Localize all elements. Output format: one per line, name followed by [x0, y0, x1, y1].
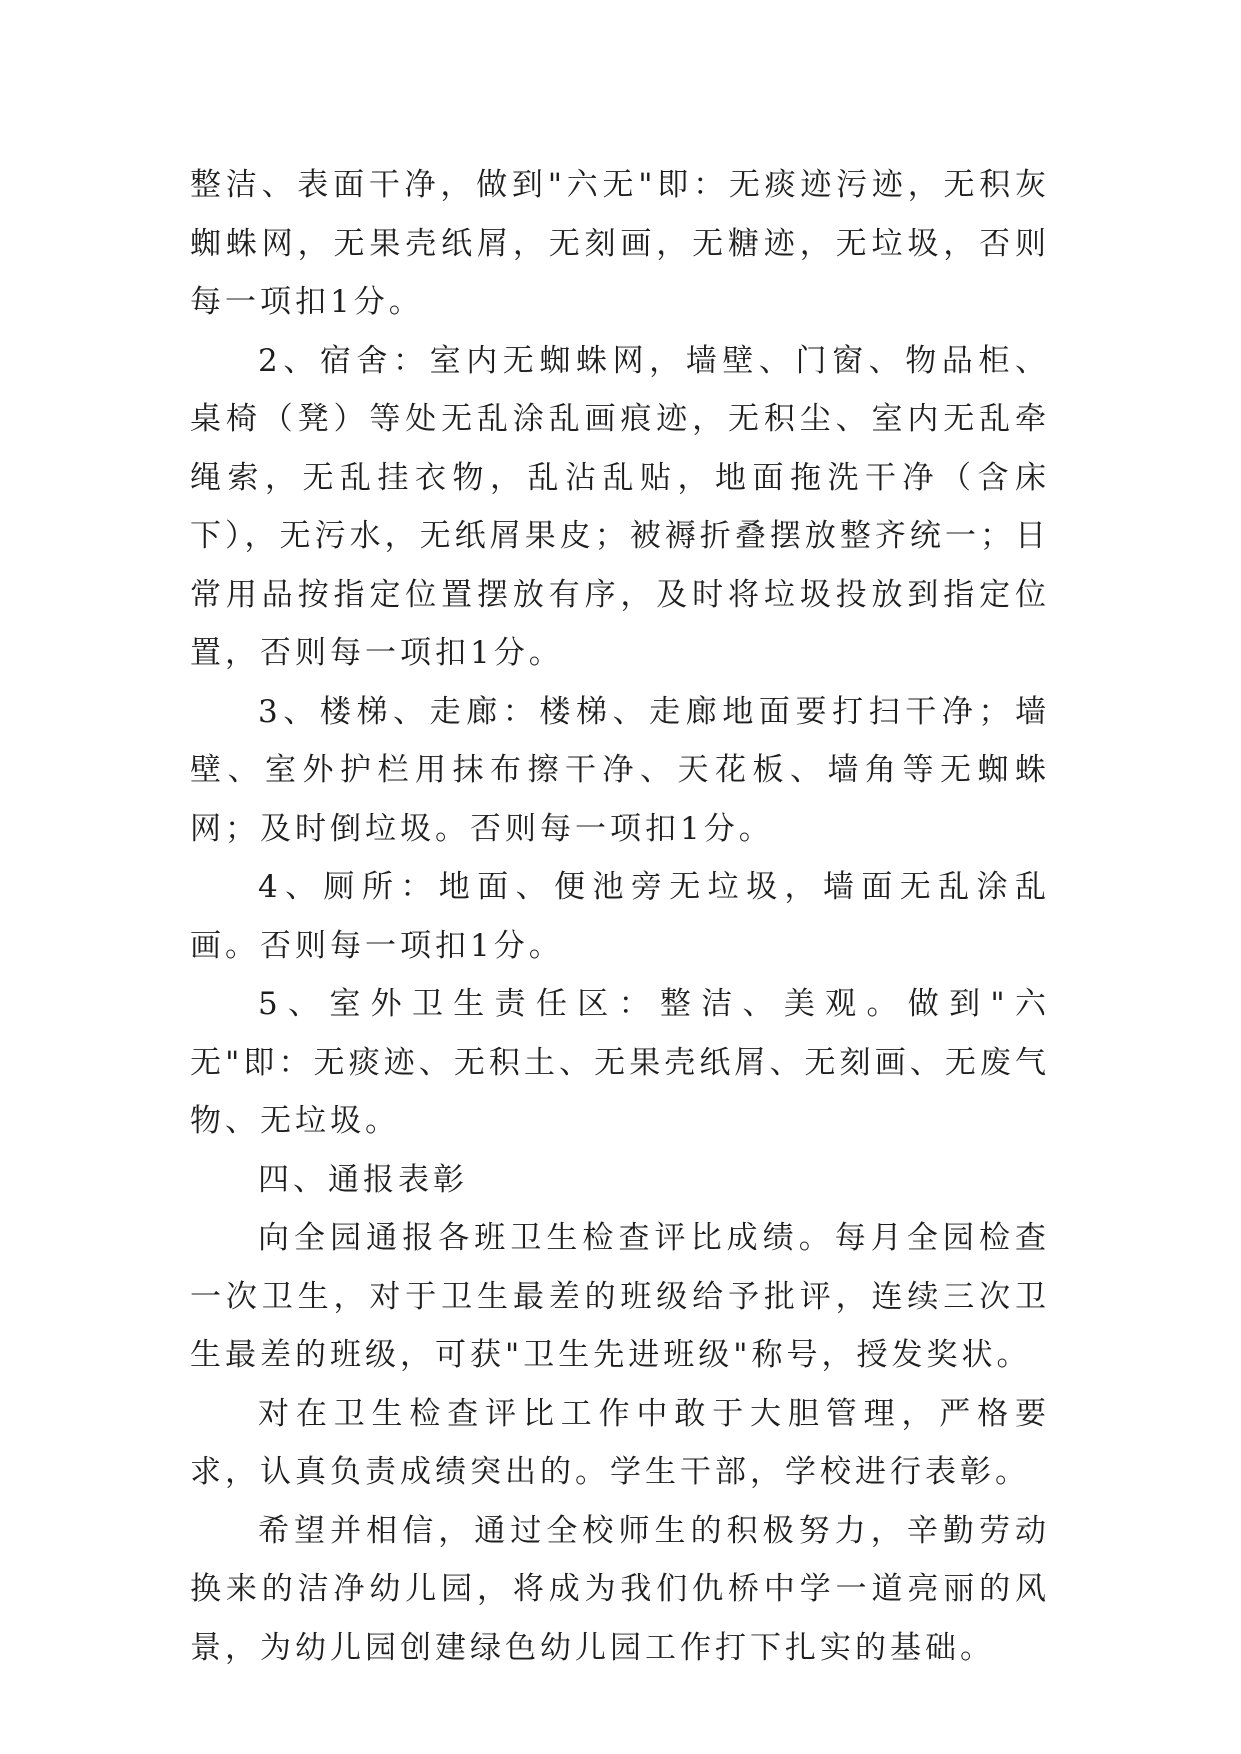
paragraph-cadre-commendation: 对在卫生检查评比工作中敢于大胆管理，严格要求，认真负责成绩突出的。学生干部，学校进行表彰。 — [190, 1395, 1050, 1490]
paragraph-dormitory: 2、宿舍：室内无蜘蛛网，墙壁、门窗、物品柜、桌椅（凳）等处无乱涂乱画痕迹，无积尘、室内无乱牵绳索，无乱挂衣物，乱沾乱贴，地面拖洗干净（含床下），无污水，无纸屑果皮；被褥折叠摆放整齐统一；日常用品按指定位置摆放有序，及时将垃圾投放到指定位置，否则每一项扣1分。 — [190, 342, 1050, 671]
document-body — [190, 156, 1050, 1677]
section-heading-commendation: 四、通报表彰 — [258, 1161, 468, 1198]
paragraph-toilet: 4、厕所：地面、便池旁无垃圾，墙面无乱涂乱画。否则每一项扣1分。 — [190, 869, 1050, 964]
paragraph-hygiene-six-no-continued: 整洁、表面干净，做到"六无"即：无痰迹污迹，无积灰蜘蛛网，无果壳纸屑，无刻画，无糖迹，无垃圾，否则每一项扣1分。 — [190, 167, 1050, 320]
paragraph-closing: 希望并相信，通过全校师生的积极努力，辛勤劳动换来的洁净幼儿园，将成为我们仇桥中学一道亮丽的风景，为幼儿园创建绿色幼儿园工作打下扎实的基础。 — [190, 1512, 1050, 1666]
paragraph-stairs-corridor: 3、楼梯、走廊：楼梯、走廊地面要打扫干净；墙壁、室外护栏用抹布擦干净、天花板、墙角等无蜘蛛网；及时倒垃圾。否则每一项扣1分。 — [190, 693, 1050, 847]
paragraph-notification: 向全园通报各班卫生检查评比成绩。每月全园检查一次卫生，对于卫生最差的班级给予批评，连续三次卫生最差的班级，可获"卫生先进班级"称号，授发奖状。 — [190, 1220, 1050, 1373]
paragraph-outdoor-area: 5、室外卫生责任区：整洁、美观。做到"六无"即：无痰迹、无积土、无果壳纸屑、无刻画、无废气物、无垃圾。 — [190, 986, 1050, 1139]
